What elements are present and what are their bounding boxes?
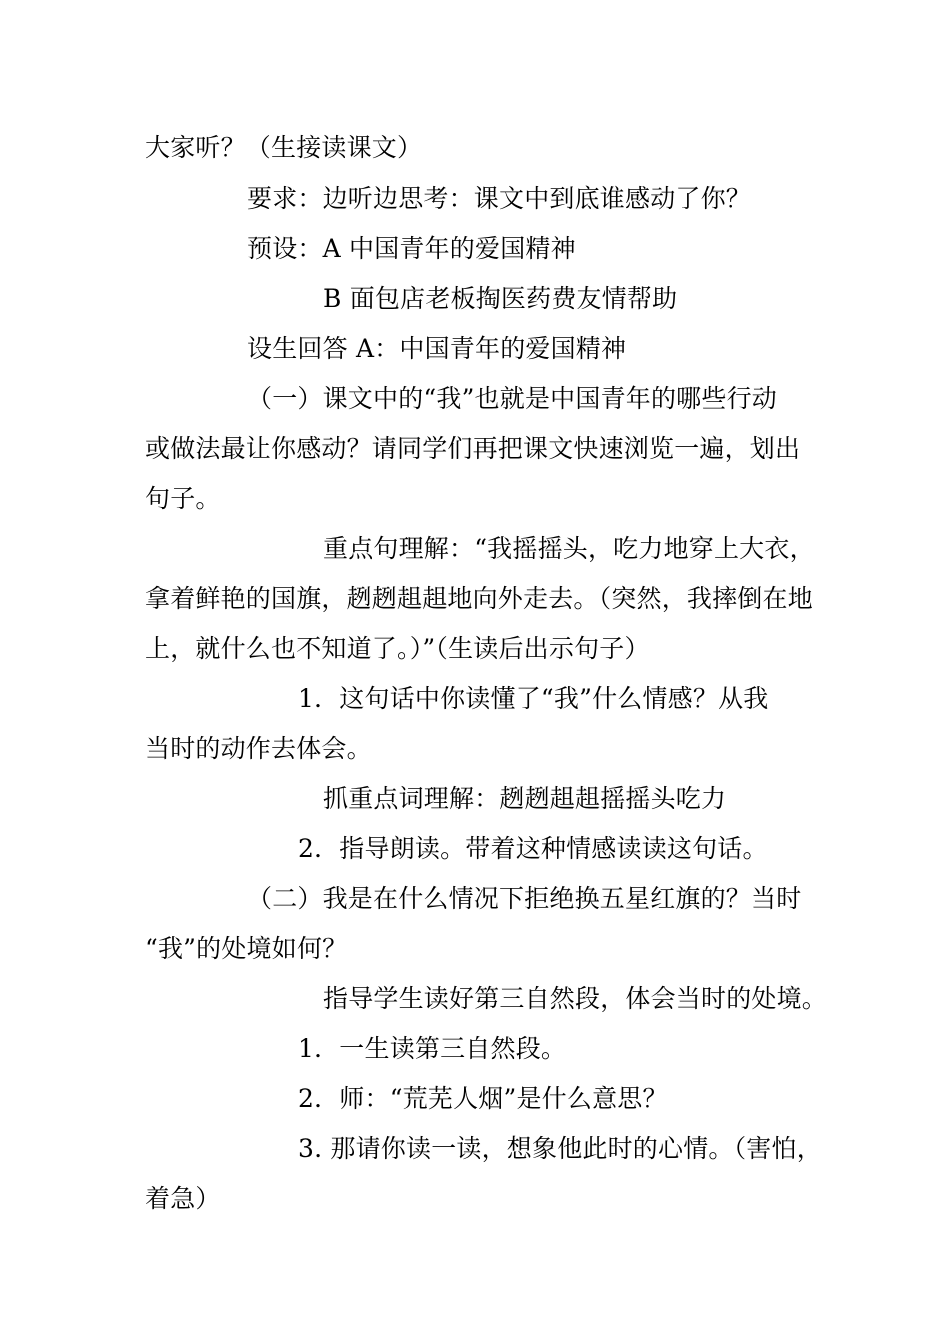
text-line-17: “我”的处境如何？ [145, 934, 348, 963]
text-line-12: 1．这句话中你读懂了“我”什么情感？从我 [298, 684, 769, 713]
text-line-7: 或做法最让你感动？请同学们再把课文快速浏览一遍，划出 [145, 434, 801, 463]
text-line-16: （二）我是在什么情况下拒绝换五星红旗的？当时 [247, 884, 802, 913]
text-line-18: 指导学生读好第三自然段，体会当时的处境。 [323, 984, 828, 1013]
text-line-8: 句子。 [145, 484, 221, 513]
text-line-1: 大家听？（生接读课文） [145, 133, 423, 162]
text-line-13: 当时的动作去体会。 [145, 734, 372, 763]
text-line-2: 要求：边听边思考：课文中到底谁感动了你？ [247, 184, 752, 213]
text-line-4: B 面包店老板掏医药费友情帮助 [323, 284, 678, 313]
text-line-20: 2．师：“荒芜人烟”是什么意思？ [298, 1084, 668, 1113]
text-line-22: 着急） [145, 1184, 221, 1213]
text-line-14: 抓重点词理解：趔趔趄趄摇摇头吃力 [323, 784, 727, 813]
text-line-15: 2．指导朗读。带着这种情感读读这句话。 [298, 834, 768, 863]
text-line-11: 上，就什么也不知道了。）”（生读后出示句子） [145, 634, 650, 663]
text-line-19: 1．一生读第三自然段。 [298, 1034, 567, 1063]
text-line-10: 拿着鲜艳的国旗，趔趔趄趄地向外走去。（突然，我摔倒在地 [145, 584, 813, 613]
text-line-6: （一）课文中的“我”也就是中国青年的哪些行动 [247, 384, 777, 413]
text-line-3: 预设：A 中国青年的爱国精神 [247, 234, 576, 263]
text-line-9: 重点句理解：“我摇摇头，吃力地穿上大衣， [323, 534, 815, 563]
text-line-21: 3. 那请你读一读，想象他此时的心情。（害怕， [298, 1134, 822, 1163]
text-line-5: 设生回答 A：中国青年的爱国精神 [247, 334, 627, 363]
